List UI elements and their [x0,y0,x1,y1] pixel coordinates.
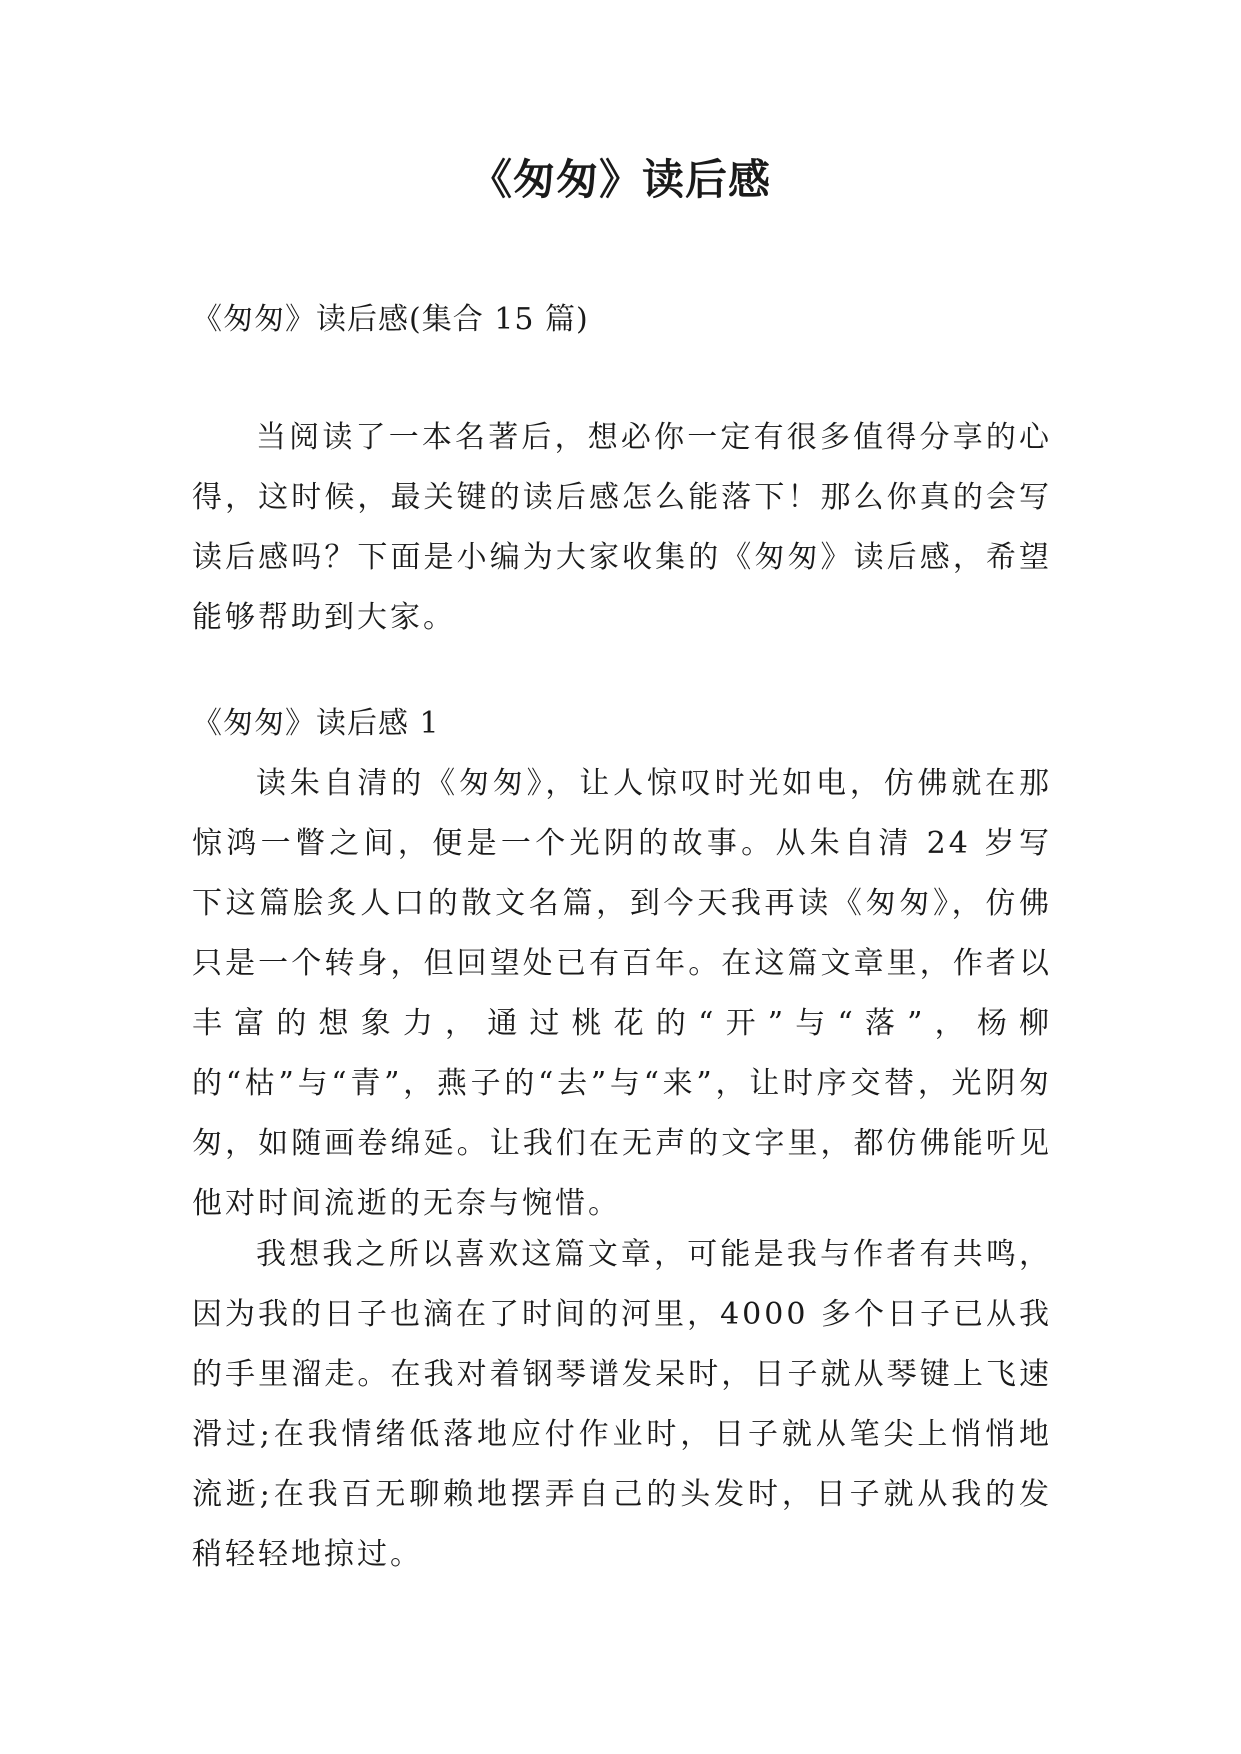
section-heading-1: 《匆匆》读后感 1 [192,706,440,741]
document-title: 《匆匆》读后感 [469,155,771,204]
intro-paragraph: 当阅读了一本名著后，想必你一定有很多值得分享的心得，这时候，最关键的读后感怎么能落下！那么你真的会写读后感吗？下面是小编为大家收集的《匆匆》读后感，希望能够帮助到大家。 [192,420,1052,635]
document-subtitle: 《匆匆》读后感(集合 15 篇) [192,302,589,337]
section-1-paragraph-1: 读朱自清的《匆匆》，让人惊叹时光如电，仿佛就在那惊鸿一瞥之间，便是一个光阴的故事。从朱自清 24 岁写下这篇脍炙人口的散文名篇，到今天我再读《匆匆》，仿佛只是一个转身，但回望处已有百年。在这篇文章里，作者以丰富的想象力，通过桃花的“开”与“落”，杨柳的“枯”与“青”，燕子的“去”与“来”，让时序交替，光阴匆匆，如随画卷绵延。让我们在无声的文字里，都仿佛能听见他对时间流逝的无奈与惋惜。 [192,766,1052,1221]
section-1-paragraph-2: 我想我之所以喜欢这篇文章，可能是我与作者有共鸣，因为我的日子也滴在了时间的河里，4000 多个日子已从我的手里溜走。在我对着钢琴谱发呆时，日子就从琴键上飞速滑过;在我情绪低落地应付作业时，日子就从笔尖上悄悄地流逝;在我百无聊赖地摆弄自己的头发时，日子就从我的发稍轻轻地掠过。 [192,1237,1052,1572]
